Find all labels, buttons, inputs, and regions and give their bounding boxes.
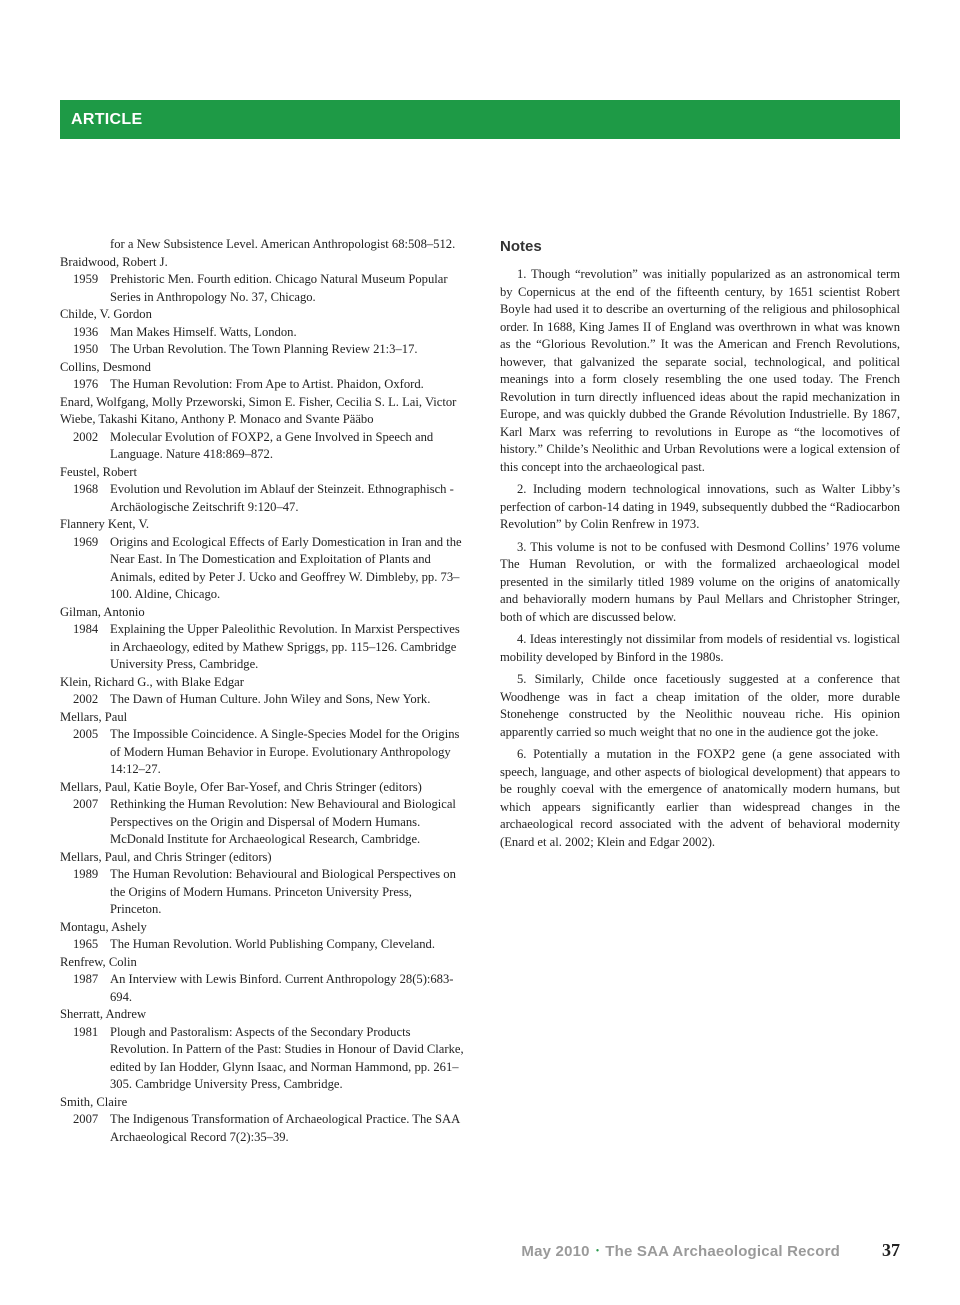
page-footer [521,1240,900,1270]
note-item: 2. Including modern technological innovations, such as Walter Libby’s perfection of carbon-14 dating in 1949, subsequently dubbed the “Radiocarbon Revolution” by Colin Renfrew in 1973. [500,482,900,531]
footer-bullet: • [595,1246,600,1257]
note-item: 5. Similarly, Childe once facetiously suggested at a conference that Woodhenge was in fact a cheap imitation of the older, more durable Stonehenge constructed by the Neolithic nouveau riche. His opinion apparently carried so much weight that no one in the audience got the joke. [500,672,900,739]
notes-heading: Notes [500,238,542,255]
reference-year: 2007 [73,797,99,811]
reference-year: 1984 [73,622,99,636]
reference-entry [60,376,464,394]
reference-text: Molecular Evolution of FOXP2, a Gene Involved in Speech and Language. Nature 418:869–872. [110,429,434,461]
reference-list [60,254,464,1147]
note-item: 1. Though “revolution” was initially popularized as an astronomical term by Copernicus at the end of the fifteenth century, by 1651 scientist Robert Boyle had used it to describe an overturning of the religious and philosophical order. In 1688, King James II of England was overthrown in what was known as the “Glorious Revolution.” It was the American and French Revolutions, however, that galvanized the separate social, technological, and political meanings into a form closely resembling the one used today. The French Revolution in turn directly influenced ideas about the rapid mechanization in Europe, and was quickly dubbed the Grande Révolution Industrielle. By 1867, Karl Marx was referring to revolutions in Europe as “the locomotives of history.” Childe’s Neolithic and Urban Revolutions were a logical extension of this concept into the archaeological past. [500,267,900,474]
reference-text: Evolution und Revolution im Ablauf der Steinzeit. Ethnographisch -Archäologische Zeitschrift 9:120–47. [110,482,454,514]
reference-text: Origins and Ecological Effects of Early Domestication in Iran and the Near East. In The Domestication and Exploitation of Plants and Animals, edited by Peter J. Ucko and Geoffrey W. Dimbleby, pp. 73–100. Aldine, Chicago. [110,534,462,601]
reference-entry [60,481,464,516]
reference-year: 1969 [73,534,99,549]
reference-year: 1959 [73,272,99,286]
notes-column [500,236,900,856]
reference-text: The Dawn of Human Culture. John Wiley and Sons, New York. [110,692,431,706]
section-label: ARTICLE [71,111,143,128]
reference-entry [60,341,464,359]
notes-list [500,266,900,851]
footer-journal: The SAA Archaeological Record [605,1243,840,1260]
reference-entry [60,936,464,954]
reference-entry [60,271,464,306]
reference-continuation: for a New Subsistence Level. American Anthropologist 68:508–512. [110,237,456,251]
reference-entry [60,429,464,464]
reference-text: The Human Revolution: From Ape to Artist. Phaidon, Oxford. [110,377,424,391]
reference-author: Mellars, Paul, Katie Boyle, Ofer Bar-Yosef, and Chris Stringer (editors) [60,779,422,794]
footer-issue: May 2010 [521,1243,590,1260]
note-item: 4. Ideas interestingly not dissimilar from models of residential vs. logistical mobility developed by Binford in the 1980s. [500,632,900,664]
note-item: 3. This volume is not to be confused with Desmond Collins’ 1976 volume The Human Revolution, or with the formalized archaeological model presented in the similarly titled 1989 volume on the origins of anatomically and behaviorally modern humans by Paul Mellars and Christopher Stringer, both of which are discussed below. [500,539,900,624]
reference-text: Prehistoric Men. Fourth edition. Chicago Natural Museum Popular Series in Anthropology No. 37, Chicago. [110,272,448,304]
reference-entry [60,324,464,342]
reference-author: Childe, V. Gordon [60,307,152,321]
reference-text: The Human Revolution: Behavioural and Biological Perspectives on the Origins of Modern Humans. Princeton University Press, Princeton. [110,867,456,916]
reference-year: 2002 [73,692,99,706]
reference-year: 1950 [73,342,99,356]
reference-text: The Impossible Coincidence. A Single-Species Model for the Origins of Modern Human Behavior in Europe. Evolutionary Anthropology 14:12–27. [110,727,460,776]
reference-year: 1936 [73,324,99,339]
reference-author: Braidwood, Robert J. [60,254,168,269]
reference-author: Flannery Kent, V. [60,517,150,531]
reference-entry [60,1111,464,1146]
reference-year: 1965 [73,937,99,951]
reference-author: Feustel, Robert [60,464,137,479]
reference-year: 2007 [73,1112,99,1126]
reference-text: Explaining the Upper Paleolithic Revolution. In Marxist Perspectives in Archaeology, edited by Mathew Spriggs, pp. 115–126. Cambridge University Press, Cambridge. [110,622,460,671]
reference-text: Rethinking the Human Revolution: New Behavioural and Biological Perspectives on the Origin and Dispersal of Modern Humans. McDonald Institute for Archaeological Research, Cambridge. [110,797,456,846]
reference-year: 1989 [73,867,99,881]
reference-entry [60,534,464,604]
reference-year: 2005 [73,727,99,741]
reference-year: 1981 [73,1024,99,1039]
reference-author: Smith, Claire [60,1094,128,1109]
reference-author: Mellars, Paul [60,709,128,724]
reference-author: Sherratt, Andrew [60,1007,147,1021]
references-column [60,236,464,1146]
reference-text: The Indigenous Transformation of Archaeological Practice. The SAA Archaeological Record 7(2):35–39. [110,1112,460,1144]
reference-author: Mellars, Paul, and Chris Stringer (editors) [60,849,272,864]
reference-year: 1987 [73,972,99,986]
reference-author: Gilman, Antonio [60,604,145,619]
reference-entry [60,621,464,674]
reference-author: Montagu, Ashely [60,919,147,934]
reference-entry [60,796,464,849]
reference-text: Man Makes Himself. Watts, London. [110,324,297,339]
reference-year: 1968 [73,482,99,496]
reference-entry [60,1024,464,1094]
reference-entry [60,726,464,779]
reference-entry [60,866,464,919]
section-banner [60,100,900,139]
reference-text: The Urban Revolution. The Town Planning Review 21:3–17. [110,342,418,356]
page-number: 37 [882,1240,900,1260]
reference-text: The Human Revolution. World Publishing Company, Cleveland. [110,937,435,951]
reference-year: 2002 [73,429,99,444]
reference-entry [60,691,464,709]
reference-author: Enard, Wolfgang, Molly Przeworski, Simon E. Fisher, Cecilia S. L. Lai, Victor Wiebe, Takashi Kitano, Anthony P. Monaco and Svante Pääbo [60,394,457,426]
reference-author: Klein, Richard G., with Blake Edgar [60,674,244,689]
reference-author: Renfrew, Colin [60,954,137,969]
reference-text: An Interview with Lewis Binford. Current Anthropology 28(5):683-694. [110,972,454,1004]
reference-author: Collins, Desmond [60,359,151,374]
reference-year: 1976 [73,377,99,391]
reference-text: Plough and Pastoralism: Aspects of the Secondary Products Revolution. In Pattern of the Past: Studies in Honour of David Clarke, edited by Ian Hodder, Glynn Isaac, and Norman Hammond, pp. 261–305. Cambridge University Press, Cambridge. [110,1024,464,1091]
note-item: 6. Potentially a mutation in the FOXP2 gene (a gene associated with speech, language, and other aspects of biological development) that appears to be roughly coeval with the emergence of anatomically modern humans, but which appears significantly earlier than widespread changes in the archaeological record associated with the advent of behavioral modernity (Enard et al. 2002; Klein and Edgar 2002). [500,747,900,849]
reference-entry [60,971,464,1006]
